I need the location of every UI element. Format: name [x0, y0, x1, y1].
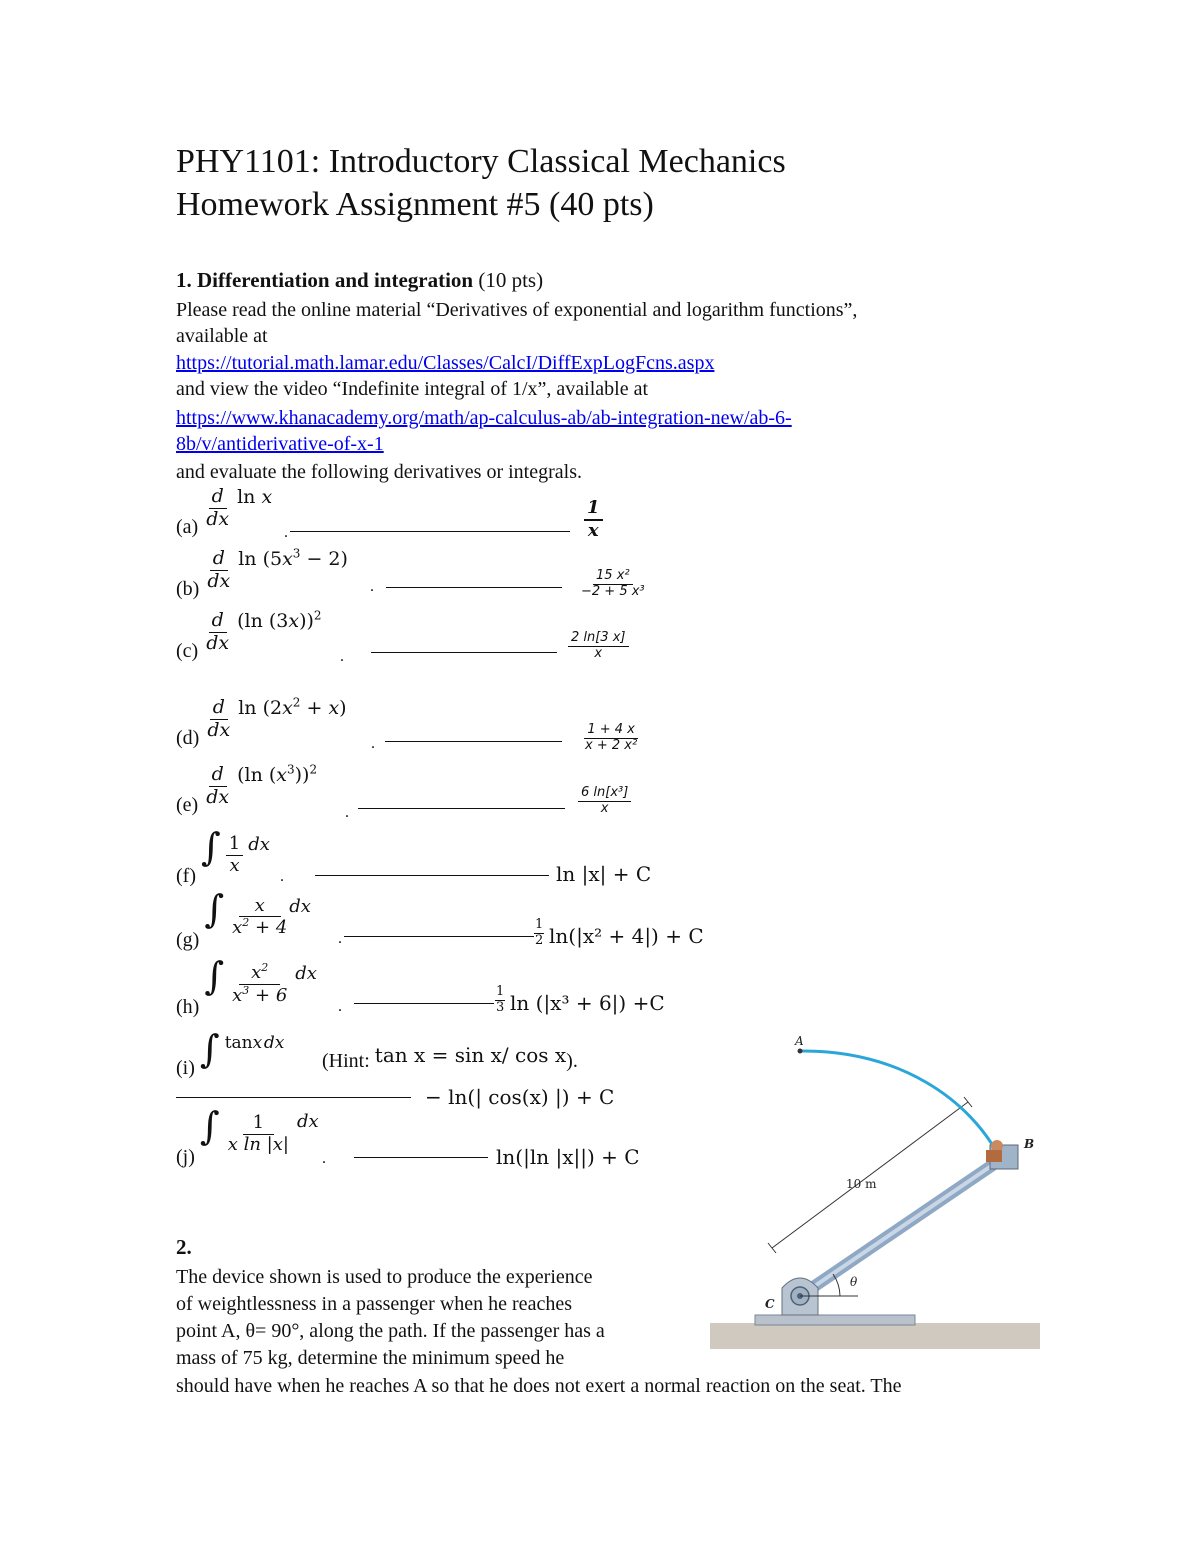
q2-line-3: point A, θ= 90°, along the path. If the passenger has a: [176, 1320, 605, 1342]
item-c-answer: $\frac{2 \ln[3 x]}{x}$: [568, 631, 629, 662]
item-c-line: [371, 652, 557, 653]
q1-text-1: Please read the online material “Derivatives of exponential and logarithm functions”,: [176, 299, 858, 321]
item-g-integrand: $\frac{x}{x^2 + 4}$: [232, 894, 288, 939]
item-h-third: $\frac{1}{3}$: [496, 984, 505, 1015]
item-d-expr: $\ln (2x^2 + x)$: [238, 695, 347, 719]
item-c-expr: (ln (3x))$^2$: [237, 608, 322, 632]
item-d-label: (d): [176, 726, 200, 749]
item-a: [176, 485, 273, 538]
item-a-line: [290, 531, 570, 532]
item-b-answer: $\frac{\text{15 x²}}{\text{−2 + 5 x³}}$: [581, 568, 645, 599]
item-j: [176, 1104, 319, 1168]
label-theta: θ: [850, 1275, 858, 1289]
item-j-integral-sign: ∫: [199, 1104, 220, 1148]
item-i-hint-math: tan x = sin x/ cos x: [374, 1043, 567, 1067]
q1-points: (10 pts): [478, 268, 544, 292]
q2-line-5: should have when he reaches A so that he does not exert a normal reaction on the seat. The: [176, 1375, 902, 1397]
item-h-dx: dx: [295, 963, 317, 984]
q1-text-2: available at: [176, 325, 268, 347]
ground: [710, 1323, 1040, 1349]
item-f-integral-sign: ∫: [200, 825, 221, 869]
item-g-label: (g): [176, 929, 200, 951]
q1-heading: [176, 267, 543, 293]
item-j-integrand: $\frac{1}{\text{x ln |x|}}$: [227, 1112, 289, 1155]
q2-line-1: The device shown is used to produce the experience: [176, 1266, 593, 1288]
item-h: [176, 954, 317, 1018]
item-i-integrand: tanx dx: [224, 1033, 285, 1053]
item-i: [176, 1027, 285, 1079]
item-j-answer: ln(|ln |x||) + C: [496, 1145, 640, 1169]
item-g-line: [344, 936, 534, 937]
item-f-answer: ln |x| + C: [556, 862, 652, 886]
item-g: [176, 887, 317, 951]
item-d: [176, 695, 347, 749]
item-e: [176, 762, 318, 816]
item-b-ddx: $\frac{d}{dx}$: [207, 547, 231, 592]
khan-link-line1[interactable]: https://www.khanacademy.org/math/ap-calculus-ab/ab-integration-new/ab-6-: [176, 407, 792, 429]
item-i-integral-sign: ∫: [199, 1027, 220, 1071]
item-b-label: (b): [176, 577, 200, 600]
doc-title-line1: PHY1101: Introductory Classical Mechanics: [176, 143, 786, 180]
item-f: [176, 825, 270, 887]
item-e-expr: (ln $(x^3))^2$: [237, 762, 318, 786]
item-h-label: (h): [176, 996, 200, 1018]
label-a: A: [795, 1034, 804, 1048]
item-e-line: [358, 808, 565, 809]
point-a: [798, 1049, 803, 1054]
item-a-answer: $\frac{1}{x}$: [584, 498, 603, 541]
item-h-answer: ln (|x³ + 6|) +C: [510, 991, 665, 1015]
item-i-line: [176, 1097, 411, 1098]
item-h-integral-sign: ∫: [204, 954, 225, 998]
item-f-integrand: $\frac{1}{x}$: [226, 834, 243, 876]
item-i-hint: [322, 1043, 578, 1073]
item-e-label: (e): [176, 793, 199, 816]
dimension-line: [772, 1102, 968, 1248]
item-d-answer: $\frac{1 + 4 x}{\text{x + 2 x²}}$: [585, 722, 638, 753]
lamar-link[interactable]: https://tutorial.math.lamar.edu/Classes/CalcI/DiffExpLogFcns.aspx: [176, 352, 715, 374]
item-g-integral-sign: ∫: [204, 887, 225, 931]
item-h-integrand: $\frac{x^2}{x^3 + 6}$: [232, 961, 288, 1006]
doc-title-line2: Homework Assignment #5 (40 pts): [176, 186, 654, 223]
item-a-label: (a): [176, 515, 199, 538]
item-c-ddx: $\frac{d}{dx}$: [206, 609, 230, 654]
label-c: C: [765, 1297, 775, 1311]
item-b: [176, 546, 348, 600]
item-h-line: [354, 1003, 494, 1004]
label-length: 10 m: [846, 1177, 877, 1191]
q1-heading-text: Differentiation and integration: [197, 268, 474, 292]
q1-text-4: and evaluate the following derivatives or integrals.: [176, 461, 582, 483]
item-e-answer: $\frac{\text{6 ln[x³]}}{x}$: [578, 786, 631, 817]
item-c-label: (c): [176, 639, 199, 662]
item-f-label: (f): [176, 865, 196, 887]
item-g-half: $\frac{1}{2}$: [535, 917, 544, 948]
q2-number: 2.: [176, 1235, 192, 1259]
item-b-expr: $\ln (5x^3 - 2)$: [238, 546, 348, 570]
q2-line-4: mass of 75 kg, determine the minimum speed he: [176, 1347, 565, 1369]
khan-link-line2[interactable]: 8b/v/antiderivative-of-x-1: [176, 433, 384, 455]
item-j-label: (j): [176, 1146, 195, 1168]
item-d-ddx: $\frac{d}{dx}$: [207, 696, 231, 741]
item-i-hint-suffix: ).: [566, 1050, 578, 1072]
item-j-dx: dx: [296, 1111, 319, 1132]
q1-number: 1.: [176, 268, 192, 292]
item-f-line: [315, 875, 549, 876]
q1-text-3: and view the video “Indefinite integral of 1/x”, available at: [176, 378, 649, 400]
item-f-dx: dx: [248, 834, 270, 855]
base-plate: [755, 1315, 915, 1325]
item-g-answer: ln(|x² + 4|) + C: [549, 924, 704, 948]
item-a-ddx: $\frac{d}{dx}$: [206, 485, 230, 530]
item-g-dx: dx: [289, 896, 311, 917]
item-e-ddx: $\frac{d}{dx}$: [206, 763, 230, 808]
q2-line-2: of weightlessness in a passenger when he reaches: [176, 1293, 572, 1315]
item-d-line: [385, 741, 562, 742]
item-b-line: [386, 587, 562, 588]
item-i-hint-prefix: (Hint:: [322, 1050, 370, 1072]
item-c: [176, 608, 322, 662]
item-i-label: (i): [176, 1057, 195, 1079]
item-j-line: [354, 1157, 488, 1158]
item-a-expr: ln x: [237, 485, 273, 508]
item-i-answer: − ln(| cos(x) |) + C: [425, 1085, 615, 1109]
label-b: B: [1024, 1137, 1035, 1151]
device-figure: [700, 1030, 1050, 1360]
